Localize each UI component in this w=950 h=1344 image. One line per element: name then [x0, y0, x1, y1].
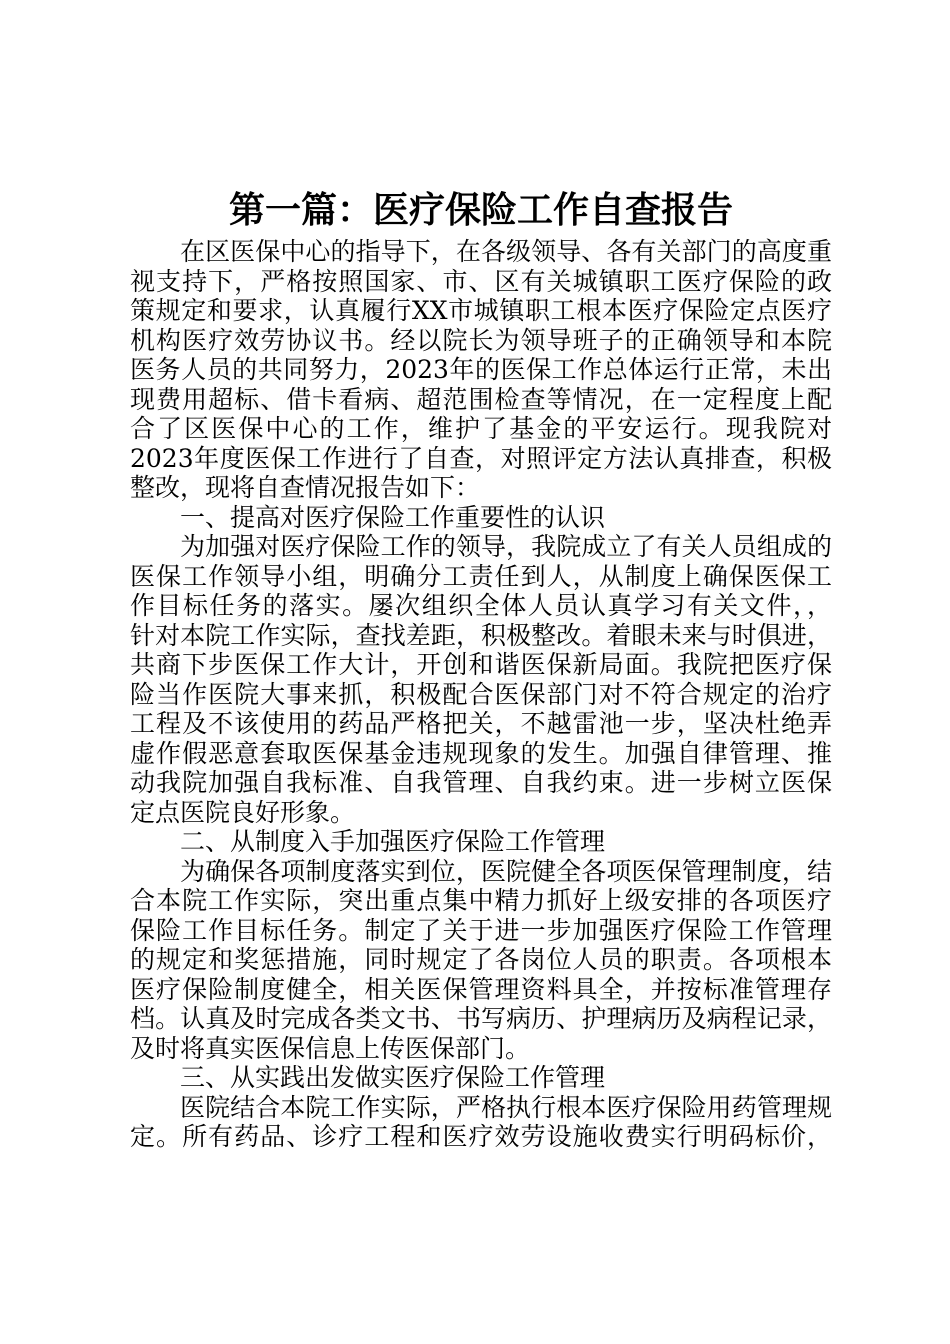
heading-text: 三、从实践出发做实医疗保险工作管理	[180, 1063, 606, 1092]
text-line: 作目标任务的落实。屡次组织全体人员认真学习有关文件，，	[130, 591, 832, 620]
text-line: 定点医院良好形象。	[130, 797, 356, 827]
text-line: 合本院工作实际，突出重点集中精力抓好上级安排的各项医疗	[130, 886, 832, 915]
text-line: 医疗保险制度健全，相关医保管理资料具全，并按标准管理存	[130, 974, 832, 1004]
heading-text: 二、从制度入手加强医疗保险工作管理	[180, 827, 606, 856]
text-line: 的规定和奖惩措施，同时规定了各岗位人员的职责。各项根本	[130, 945, 832, 974]
text-line: 共商下步医保工作大计，开创和谐医保新局面。我院把医疗保	[130, 650, 832, 679]
text-line: 医务人员的共同努力，2023年的医保工作总体运行正常，未出	[130, 355, 832, 384]
text-line: 医院结合本院工作实际，严格执行根本医疗保险用药管理规	[180, 1092, 832, 1122]
text-line: 保险工作目标任务。制定了关于进一步加强医疗保险工作管理	[130, 915, 832, 945]
text-line: 及时将真实医保信息上传医保部门。	[130, 1033, 531, 1063]
text-line: 档。认真及时完成各类文书、书写病历、护理病历及病程记录，	[130, 1004, 832, 1033]
document-body	[130, 237, 832, 1152]
paragraph	[130, 1093, 832, 1152]
text-line: 合了区医保中心的工作，维护了基金的平安运行。现我院对	[130, 414, 832, 443]
text-line: 现费用超标、借卡看病、超范围检查等情况，在一定程度上配	[130, 384, 832, 414]
paragraph	[130, 237, 832, 503]
text-line: 为确保各项制度落实到位，医院健全各项医保管理制度，结	[180, 856, 832, 886]
section-heading	[130, 1063, 832, 1093]
text-line: 策规定和要求，认真履行XX市城镇职工根本医疗保险定点医疗	[130, 296, 832, 325]
document-title: 第一篇：医疗保险工作自查报告	[228, 190, 733, 231]
text-line: 为加强对医疗保险工作的领导，我院成立了有关人员组成的	[180, 532, 832, 561]
text-line: 针对本院工作实际，查找差距，积极整改。着眼未来与时俱进，	[130, 620, 832, 650]
text-line: 在区医保中心的指导下，在各级领导、各有关部门的高度重	[180, 237, 832, 266]
section-heading	[130, 503, 832, 533]
text-line: 医保工作领导小组，明确分工责任到人，从制度上确保医保工	[130, 561, 832, 591]
heading-text: 一、提高对医疗保险工作重要性的认识	[180, 502, 606, 532]
text-line: 工程及不该使用的药品严格把关，不越雷池一步，坚决杜绝弄	[130, 709, 832, 738]
text-line: 动我院加强自我标准、自我管理、自我约束。进一步树立医保	[130, 768, 832, 797]
text-line: 机构医疗效劳协议书。经以院长为领导班子的正确领导和本院	[130, 325, 832, 355]
text-line: 虚作假恶意套取医保基金违规现象的发生。加强自律管理、推	[130, 738, 832, 768]
paragraph	[130, 532, 832, 827]
text-line: 视支持下，严格按照国家、市、区有关城镇职工医疗保险的政	[130, 266, 832, 296]
text-line: 定。所有药品、诊疗工程和医疗效劳设施收费实行明码标价，	[130, 1122, 832, 1151]
text-line: 整改，现将自查情况报告如下：	[130, 473, 481, 502]
document-page	[130, 185, 832, 1152]
paragraph	[130, 857, 832, 1064]
text-line: 2023年度医保工作进行了自查，对照评定方法认真排查，积极	[130, 443, 832, 473]
text-line: 险当作医院大事来抓，积极配合医保部门对不符合规定的治疗	[130, 679, 832, 709]
section-heading	[130, 827, 832, 857]
